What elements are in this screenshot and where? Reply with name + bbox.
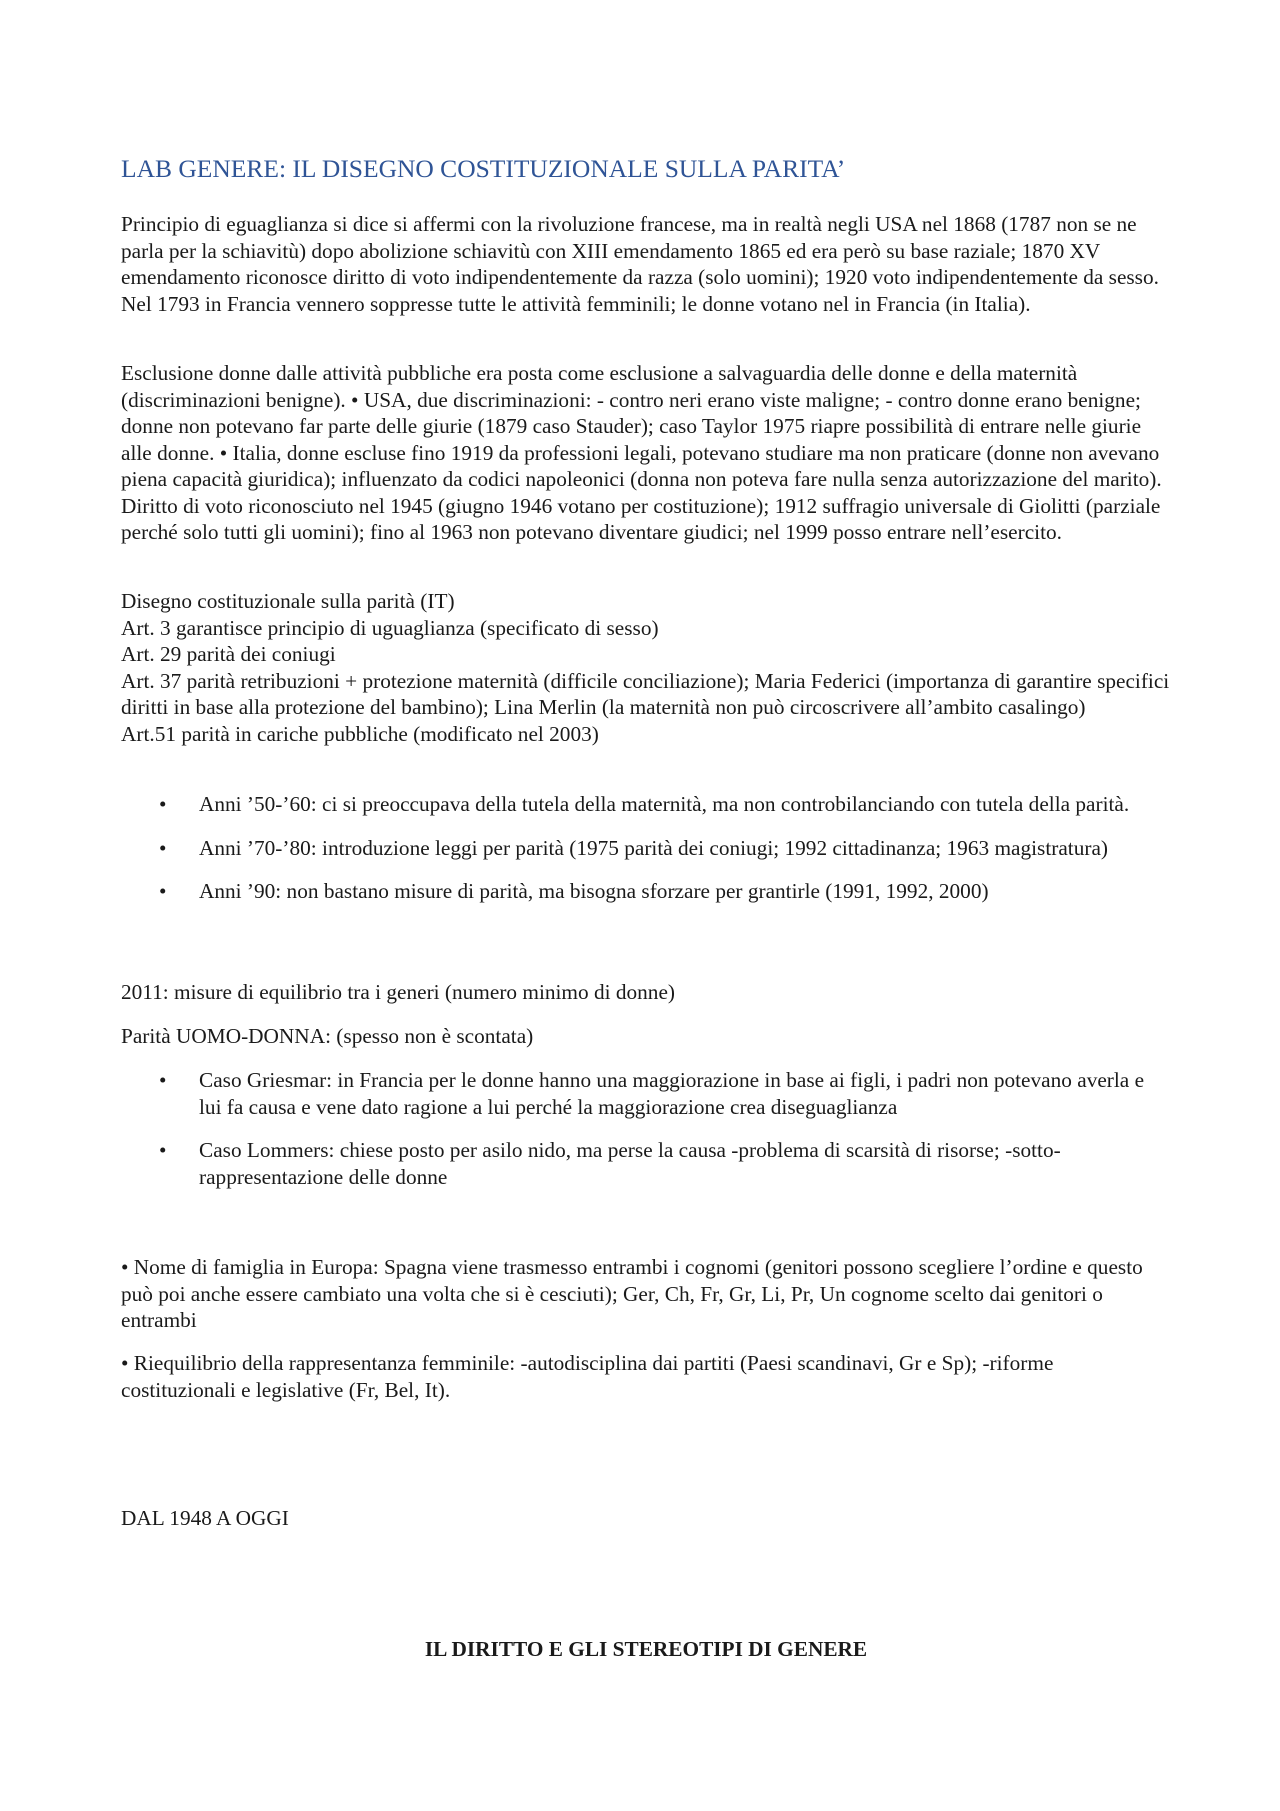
section-heading: IL DIRITTO E GLI STEREOTIPI DI GENERE xyxy=(424,1637,868,1661)
articles-heading: Disegno costituzionale sulla parità (IT) xyxy=(121,589,455,613)
document-title: LAB GENERE: IL DISEGNO COSTITUZIONALE SULLA PARITA’ xyxy=(121,154,846,183)
article-3: Art. 3 garantisce principio di uguaglianza (specificato di sesso) xyxy=(121,615,659,640)
bullet-icon: • xyxy=(159,1068,167,1092)
cases-list xyxy=(121,1067,1171,1190)
list-item xyxy=(121,1137,1171,1190)
bullet-icon: • xyxy=(159,835,167,860)
paragraph-nome-famiglia: • Nome di famiglia in Europa: Spagna viene trasmesso entrambi i cognomi (genitori possono scegliere l’ordine e questo può poi anche essere cambiato una volta che si è cesciuti); Ger, Ch, Fr, Gr, Li, Pr, Un cognome scelto dai genitori o entrambi xyxy=(121,1255,1143,1332)
list-item xyxy=(121,878,1171,905)
parita-heading: Parità UOMO-DONNA: (spesso non è scontata) xyxy=(121,1024,534,1048)
article-37: Art. 37 parità retribuzioni + protezione maternità (difficile conciliazione); Maria Federici (importanza di garantire specifici diritti in base alla protezione del bambino); Lina Merlin (la maternità non può circoscrivere all’ambito casalingo) xyxy=(121,668,1170,719)
paragraph-dal-1948: DAL 1948 A OGGI xyxy=(121,1506,289,1530)
paragraph-2011: 2011: misure di equilibrio tra i generi (numero minimo di donne) xyxy=(121,980,675,1004)
decades-list xyxy=(121,791,1171,905)
list-item xyxy=(121,835,1171,862)
bullet-icon: • xyxy=(159,879,167,903)
article-29: Art. 29 parità dei coniugi xyxy=(121,642,336,666)
list-item-text: Anni ’50-’60: ci si preoccupava della tutela della maternità, ma non controbilanciando con tutela della parità. xyxy=(199,792,1130,816)
list-item-text: Anni ’70-’80: introduzione leggi per parità (1975 parità dei coniugi; 1992 cittadinanza; 1963 magistratura) xyxy=(199,835,1108,860)
paragraph-principio-eguaglianza: Principio di eguaglianza si dice si affermi con la rivoluzione francese, ma in realtà negli USA nel 1868 (1787 non se ne parla per la schiavitù) dopo abolizione schiavitù con XIII emendamento 1865 ed era però su base raziale; 1870 XV emendamento riconosce diritto di voto indipendentemente da razza (solo uomini); 1920 voto indipendentemente da sesso. Nel 1793 in Francia vennero soppresse tutte le attività femminili; le donne votano nel in Francia (in Italia). xyxy=(121,212,1159,316)
bullet-icon: • xyxy=(159,792,167,816)
list-item-text: Caso Griesmar: in Francia per le donne hanno una maggiorazione in base ai figli, i padri non potevano averla e lui fa causa e vene dato ragione a lui perché la maggiorazione crea diseguaglianza xyxy=(199,1068,1145,1119)
list-item-text: Caso Lommers: chiese posto per asilo nido, ma perse la causa -problema di scarsità di risorse; -sotto-rappresentazione delle donne xyxy=(199,1138,1061,1189)
articles-section xyxy=(121,588,1171,747)
list-item xyxy=(121,1067,1171,1120)
list-item-text: Anni ’90: non bastano misure di parità, ma bisogna sforzare per grantirle (1991, 1992, 2000) xyxy=(199,879,989,903)
paragraph-esclusione-donne: Esclusione donne dalle attività pubbliche era posta come esclusione a salvaguardia delle donne e della maternità (discriminazioni benigne). • USA, due discriminazioni: - contro neri erano viste maligne; - contro donne erano benigne; donne non potevano far parte delle giurie (1879 caso Stauder); caso Taylor 1975 riapre possibilità di entrare nelle giurie alle donne. • Italia, donne escluse fino 1919 da professioni legali, potevano studiare ma non praticare (donne non avevano piena capacità giuridica); influenzato da codici napoleonici (donna non poteva fare nulla senza autorizzazione del marito). Diritto di voto riconosciuto nel 1945 (giugno 1946 votano per costituzione); 1912 suffragio universale di Giolitti (parziale perché solo tutti gli uomini); fino al 1963 non potevano diventare giudici; nel 1999 posso entrare nell’esercito. xyxy=(121,361,1162,544)
list-item xyxy=(121,791,1171,818)
article-51: Art.51 parità in cariche pubbliche (modificato nel 2003) xyxy=(121,721,599,746)
bullet-icon: • xyxy=(159,1138,167,1162)
paragraph-riequilibrio: • Riequilibrio della rappresentanza femminile: -autodisciplina dai partiti (Paesi scandinavi, Gr e Sp); -riforme costituzionali e legislative (Fr, Bel, It). xyxy=(121,1351,1054,1402)
